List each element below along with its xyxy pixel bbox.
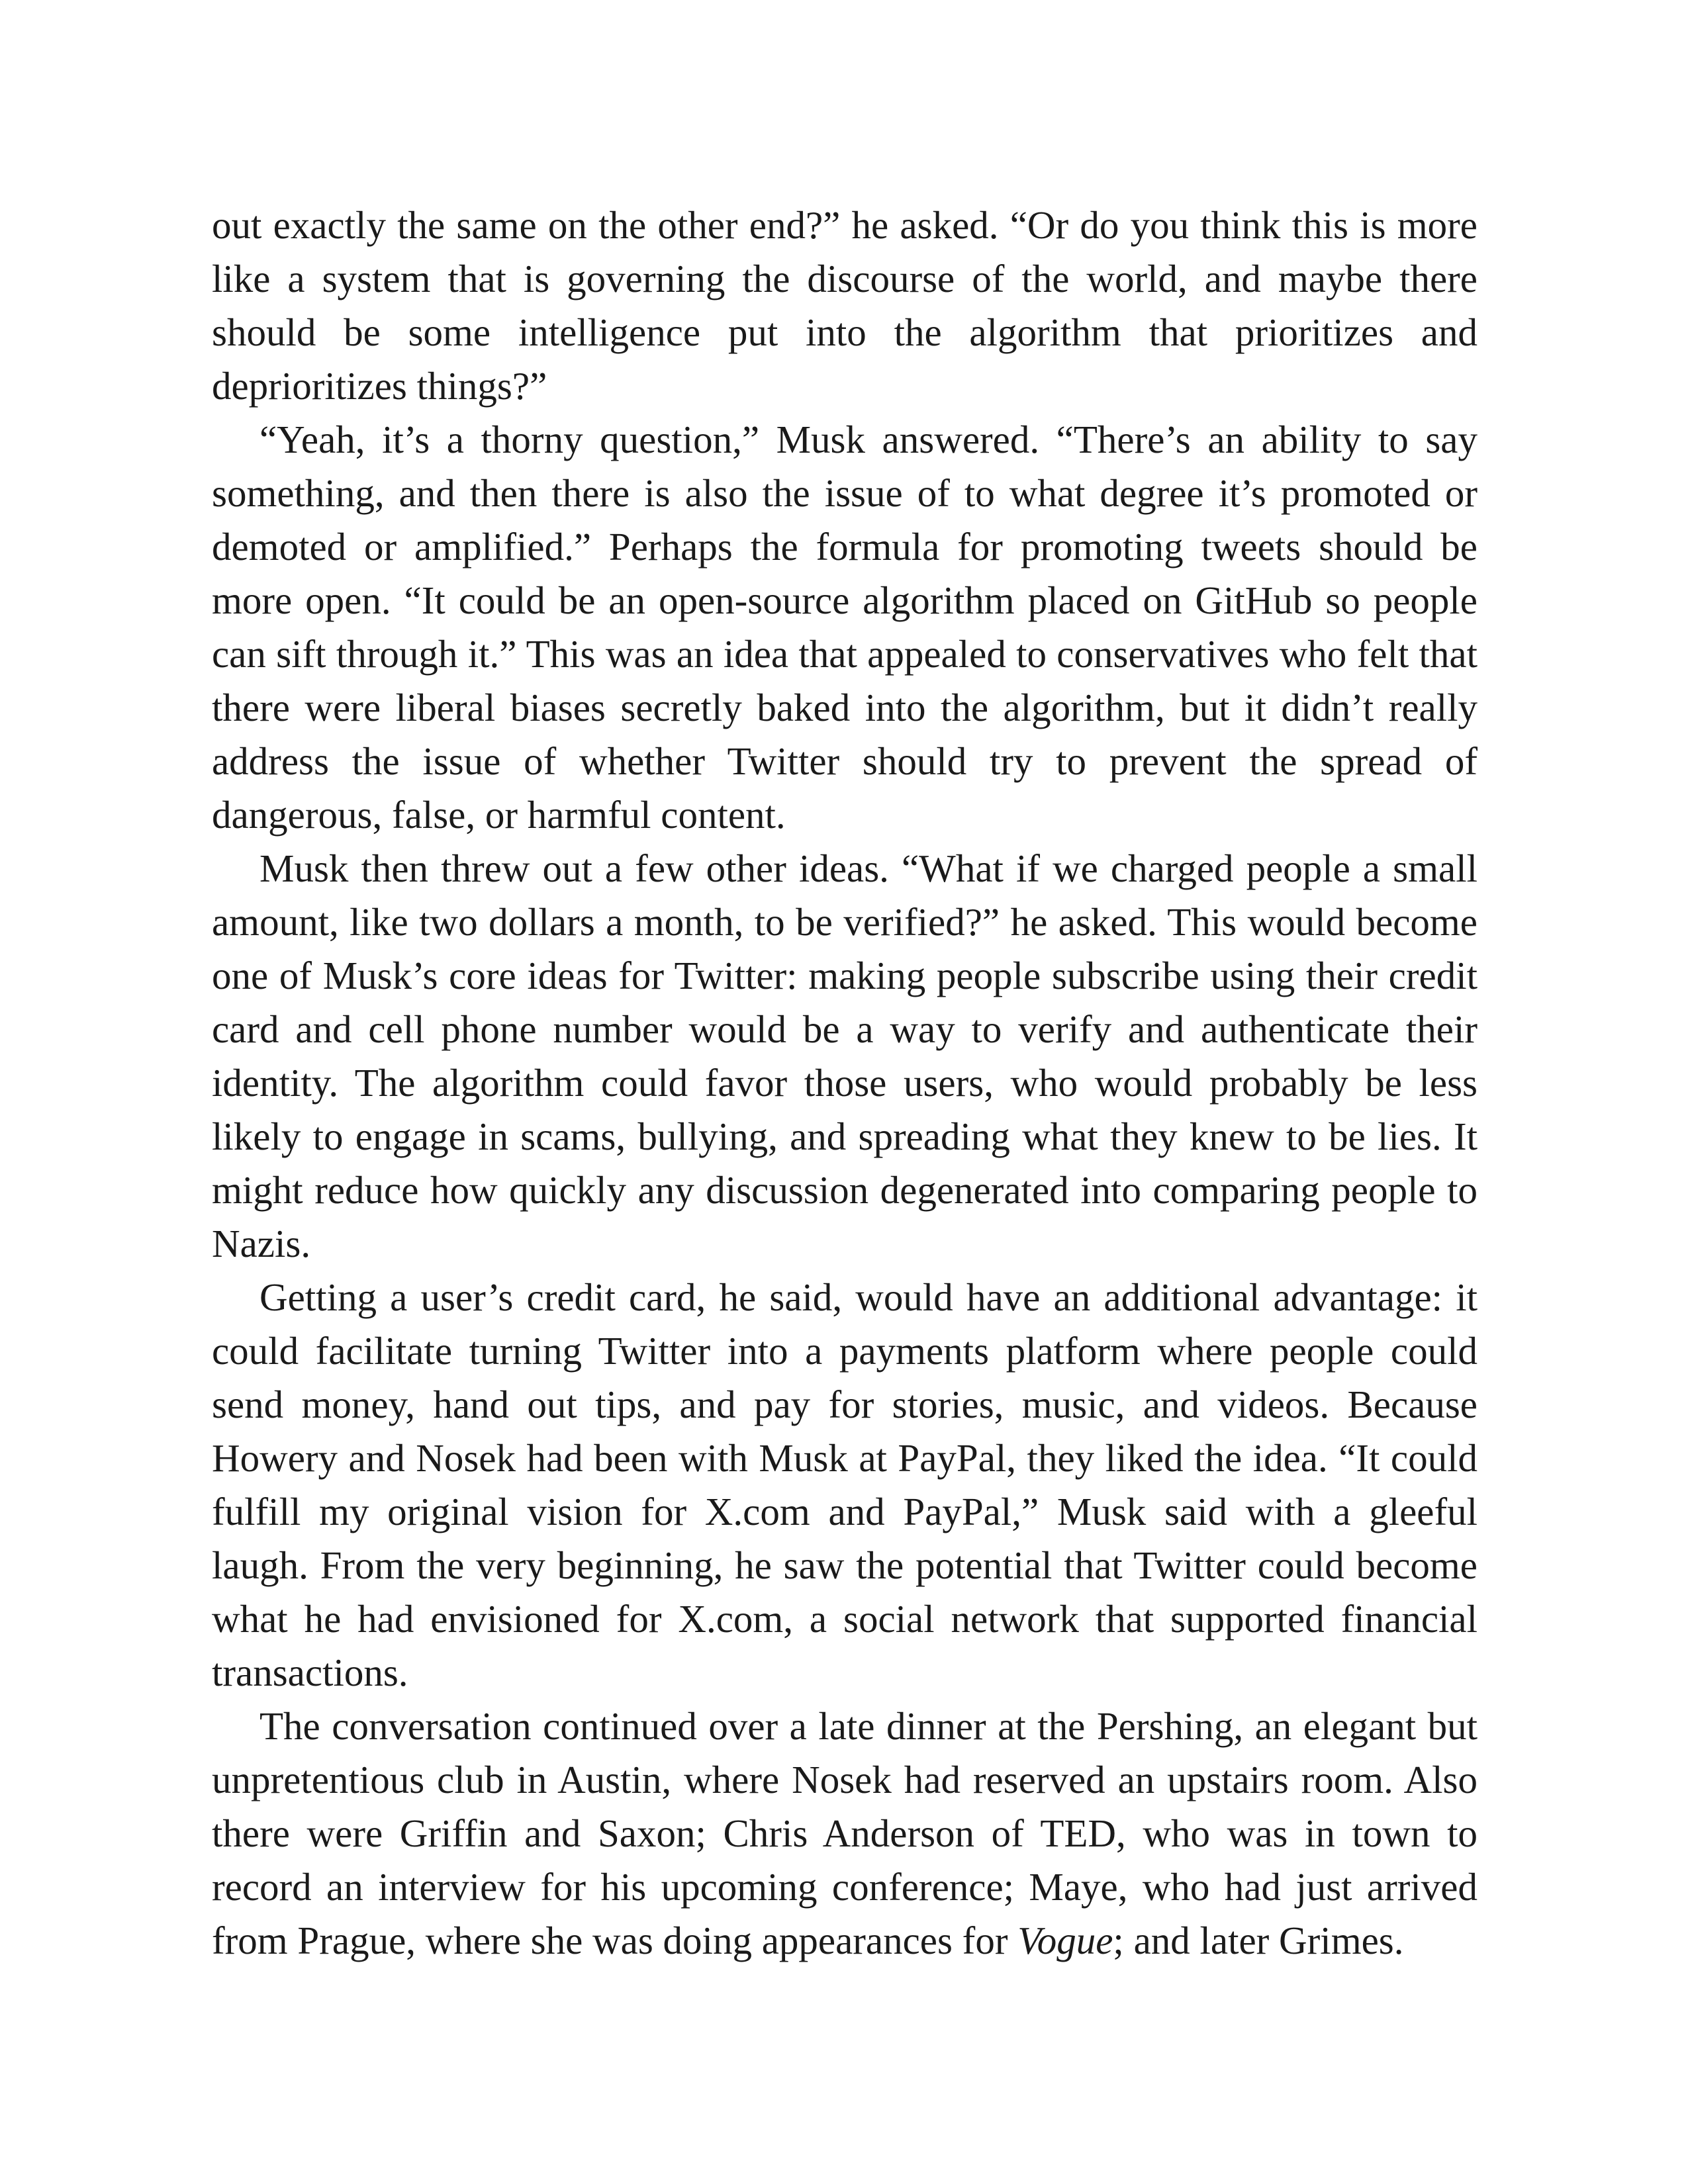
body-text: [212, 199, 1477, 1968]
paragraph-2: “Yeah, it’s a thorny question,” Musk answered. “There’s an ability to say something, and then there is also the issue of to what degree it’s promoted or demoted or amplified.” Perhaps the formula for promoting tweets should be more open. “It could be an open-source algorithm placed on GitHub so people can sift through it.” This was an idea that appealed to conservatives who felt that there were liberal biases secretly baked into the algorithm, but it didn’t really address the issue of whether Twitter should try to prevent the spread of dangerous, false, or harmful content.: [212, 418, 1477, 837]
paragraph-5-text: The conversation continued over a late dinner at the Pershing, an elegant but unpretentious club in Austin, where Nosek had reserved an upstairs room. Also there were Griffin and Saxon; Chris Anderson of TED, who was in town to record an interview for his upcoming conference; Maye, who had just arrived from Prague, where she was doing appearances for: [212, 1704, 1477, 1962]
paragraph-5: [212, 1700, 1477, 1968]
publication-title: Vogue: [1017, 1919, 1113, 1962]
paragraph-3: Musk then threw out a few other ideas. “What if we charged people a small amount, like two dollars a month, to be verified?” he asked. This would become one of Musk’s core ideas for Twitter: making people subscribe using their credit card and cell phone number would be a way to verify and authenticate their identity. The algorithm could favor those users, who would probably be less likely to engage in scams, bullying, and spreading what they knew to be lies. It might reduce how quickly any discussion degenerated into comparing people to Nazis.: [212, 846, 1477, 1265]
paragraph-5-ending: ; and later Grimes.: [1113, 1919, 1404, 1962]
paragraph-1: out exactly the same on the other end?” he asked. “Or do you think this is more like a system that is governing the discourse of the world, and maybe there should be some intelligence put into the algorithm that prioritizes and deprioritizes things?”: [212, 203, 1477, 408]
paragraph-4: Getting a user’s credit card, he said, would have an additional advantage: it could facilitate turning Twitter into a payments platform where people could send money, hand out tips, and pay for stories, music, and videos. Because Howery and Nosek had been with Musk at PayPal, they liked the idea. “It could fulfill my original vision for X.com and PayPal,” Musk said with a gleeful laugh. From the very beginning, he saw the potential that Twitter could become what he had envisioned for X.com, a social network that supported financial transactions.: [212, 1275, 1477, 1694]
